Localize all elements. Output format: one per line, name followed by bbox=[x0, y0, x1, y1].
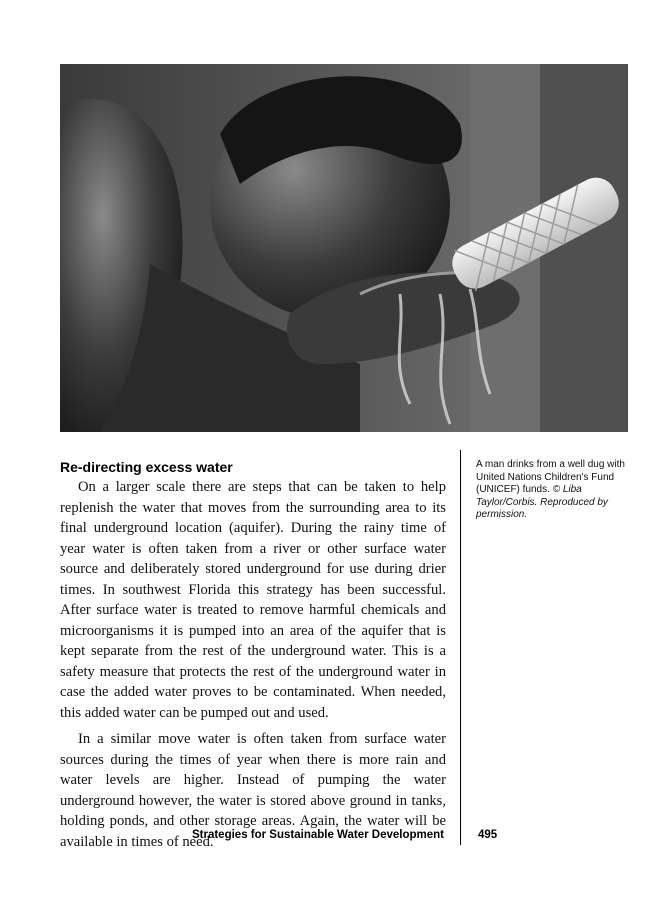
caption-credit: © Liba Taylor/Corbis. Reproduced by permission. bbox=[476, 484, 608, 520]
photo-man-drinking-water bbox=[60, 64, 628, 432]
article-paragraph: On a larger scale there are steps that can be taken to help replenish the water that moves from the surrounding area to its final underground location (aquifer). During the rainy time of year water is often taken from a river or other surface water source and deliberately stored underground for use during drier times. In southwest Florida this strategy has been successful. After surface water is treated to remove harmful chemicals and microorganisms it is pumped into an area of the aquifer that is kept separate from the rest of the underground water. This is a safety measure that protects the rest of the underground water in case the added water proves to be contaminated. When needed, this added water can be pumped out and used. bbox=[60, 479, 446, 721]
page-number: 495 bbox=[478, 829, 498, 841]
running-footer-title: Strategies for Sustainable Water Development bbox=[191, 829, 444, 841]
section-heading: Re-directing excess water bbox=[60, 459, 233, 475]
caption-text: A man drinks from a well dug with United Nations Children's Fund (UNICEF) funds. bbox=[476, 459, 625, 495]
photo-caption bbox=[476, 459, 628, 522]
column-divider bbox=[460, 450, 461, 845]
article-body bbox=[60, 477, 446, 858]
article-paragraph: In a similar move water is often taken from surface water sources during the times of year when there is more rain and water levels are higher. Instead of pumping the water underground however, the water is stored above ground in tanks, holding ponds, and other storage areas. Again, the water will be available in times of need. bbox=[60, 731, 446, 850]
